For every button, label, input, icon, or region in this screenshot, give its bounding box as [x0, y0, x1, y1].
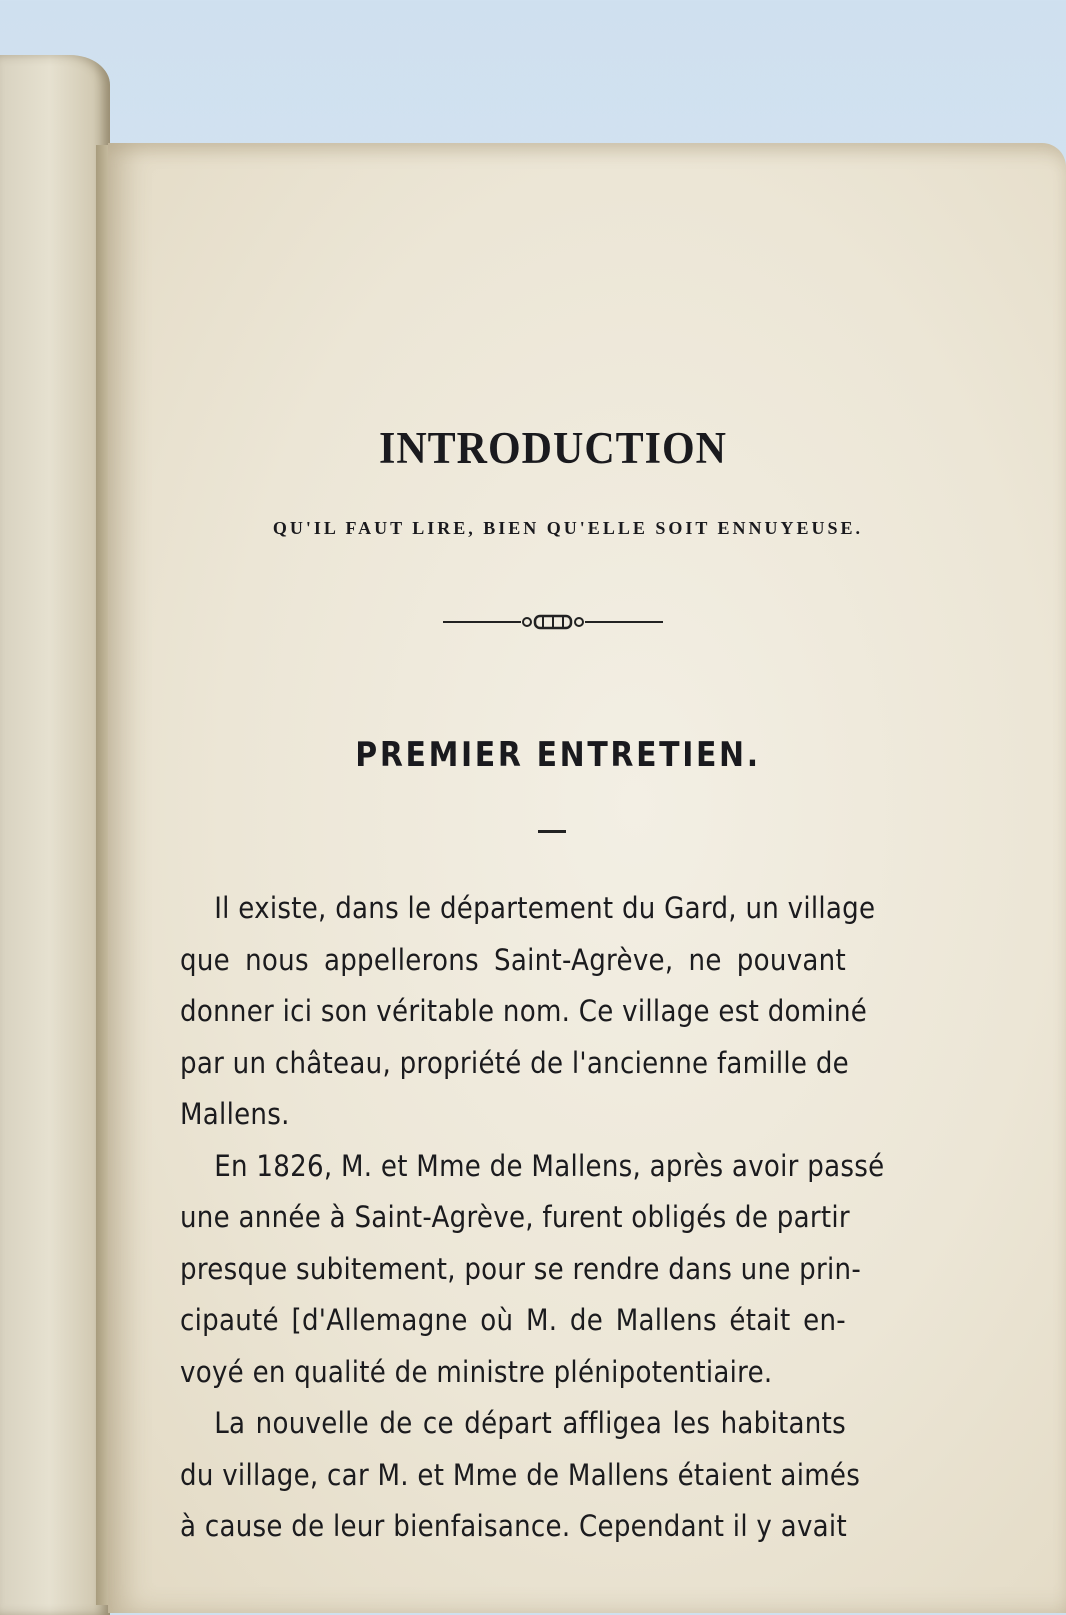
text-line: presque subitement, pour se rendre dans une prin-: [180, 1251, 862, 1286]
text-line: Mallens.: [180, 1097, 290, 1131]
text-line: du village, car M. et Mme de Mallens étaient aimés: [180, 1457, 861, 1492]
text-line: Il existe, dans le département du Gard, un village: [214, 891, 876, 925]
paragraph: [180, 1141, 885, 1399]
left-page-edge: [0, 55, 110, 1615]
text-line: En 1826, M. et Mme de Mallens, après avoir passé: [214, 1148, 885, 1183]
page-title: INTRODUCTION: [378, 424, 728, 474]
book-page: [108, 143, 1066, 1613]
text-line: à cause de leur bienfaisance. Cependant il y avait: [180, 1509, 847, 1543]
text-line: une année à Saint-Agrève, furent obligés de partir: [180, 1200, 850, 1234]
paragraph: [180, 883, 876, 1141]
text-line: par un château, propriété de l'ancienne famille de: [180, 1045, 849, 1080]
text-line: cipauté [d'Allemagne où M. de Mallens était en-: [180, 1303, 846, 1337]
paragraph: [180, 1398, 861, 1553]
text-line: que nous appellerons Saint-Agrève, ne pouvant: [180, 942, 846, 977]
page-subtitle: QU'IL FAUT LIRE, BIEN QU'ELLE SOIT ENNUYEUSE.: [272, 518, 864, 538]
text-line: donner ici son véritable nom. Ce village est dominé: [180, 994, 868, 1028]
text-line: La nouvelle de ce départ affligea les habitants: [214, 1406, 846, 1440]
section-title: PREMIER ENTRETIEN.: [355, 735, 761, 775]
section-dash: [538, 830, 566, 833]
ornament-divider: [443, 611, 663, 633]
text-line: voyé en qualité de ministre plénipotentiaire.: [180, 1354, 773, 1389]
body-text: [180, 883, 885, 1553]
